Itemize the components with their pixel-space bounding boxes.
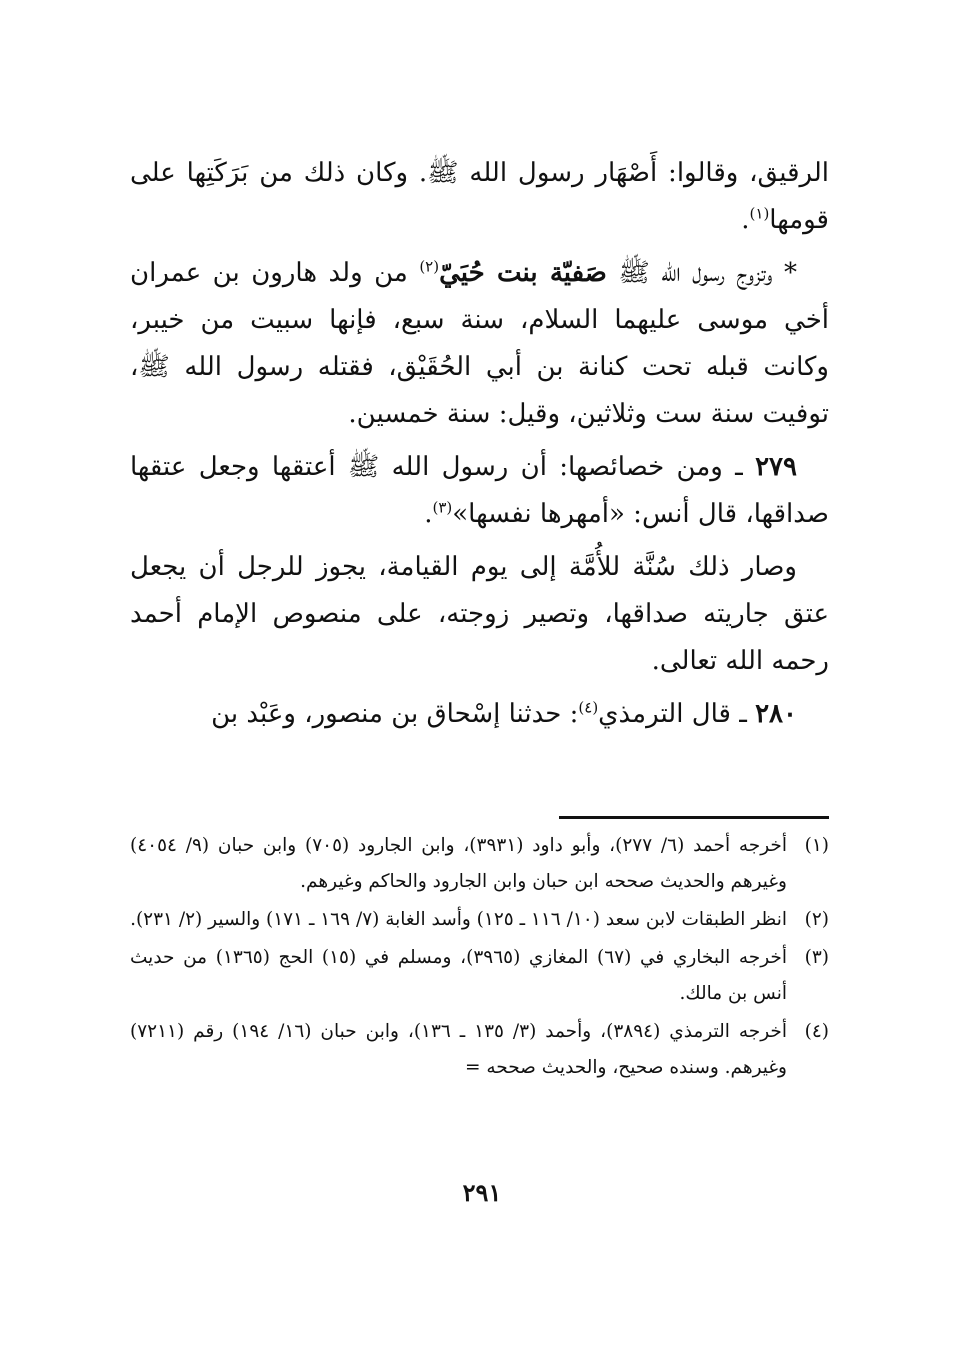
footnote-divider <box>559 816 829 819</box>
footnote-ref-2[interactable]: (٢) <box>419 257 440 276</box>
footnote-text: أخرجه أحمد (٦/ ٢٧٧)، وأبو داود (٣٩٣١)، وابن الجارود (٧٠٥) وابن حبان (٩/ ٤٠٥٤) وغيرهم والحديث صححه ابن حبان وابن الجارود والحاكم وغيرهم. <box>130 835 787 892</box>
footnote-text: انظر الطبقات لابن سعد (١٠/ ١١٦ ـ ١٢٥) وأسد الغابة (٧/ ١٦٩ ـ ١٧١) والسير (٢/ ٢٣١). <box>130 909 787 930</box>
footnote-number: (٤) <box>804 1021 829 1042</box>
paragraph-279: ٢٧٩ ـ ومن خصائصها: أن رسول الله ﷺ أعتقها وجعل عتقها صداقها، قال أنس: «أمهرها نفسها»$^{(٣)}$. <box>130 452 829 529</box>
footnote-2 <box>130 902 829 938</box>
footnote-number: (٢) <box>804 909 829 930</box>
entry-number: ٢٨٠ <box>755 699 797 729</box>
footnote-number: (٣) <box>804 947 829 968</box>
footnote-ref-3[interactable]: (٣) <box>432 498 453 517</box>
footnote-text: أخرجه الترمذي (٣٨٩٤)، وأحمد (٣/ ١٣٥ ـ ١٣٦)، وابن حبان (١٦/ ١٩٤) رقم (٧٢١١) وغيرهم. وسنده صحيح، والحديث صححه = <box>130 1021 787 1078</box>
footnote-text: أخرجه البخاري في (٦٧) المغازي (٣٩٦٥)، ومسلم في (١٥) الحج (١٣٦٥) من حديث أنس بن مالك. <box>130 947 787 1004</box>
footnote-4 <box>130 1014 829 1086</box>
paragraph-280: ٢٨٠ ـ قال الترمذي$^{(٤)}$: حدثنا إسْحاق بن منصور، وعَبْد بن <box>211 698 797 729</box>
footnote-3 <box>130 940 829 1012</box>
footnote-number: (١) <box>804 835 829 856</box>
paragraph-1: الرقيق، وقالوا: أَصْهَار رسول الله ﷺ. وكان ذلك من بَرَكَتِها على قومها$^{(١)}$. <box>130 158 829 235</box>
page-number: ٢٩١ <box>462 1178 502 1207</box>
footnote-ref-1[interactable]: (١) <box>749 204 770 223</box>
footnote-ref-4[interactable]: (٤) <box>578 698 599 717</box>
person-name: صَفيّة بنت حُيَيّ <box>439 258 607 288</box>
footnote-1 <box>130 828 829 900</box>
entry-number: ٢٧٩ <box>755 452 797 482</box>
main-text <box>130 150 829 744</box>
footnotes <box>130 828 829 1088</box>
paragraph-4: وصار ذلك سُنَّة للأُمَّة إلى يوم القيامة، يجوز للرجل أن يجعل عتق جاريته صداقها، وتصير زوجته، على منصوص الإمام أحمد رحمه الله تعالى. <box>130 552 829 676</box>
paragraph-2: * وتزوج رسول الله ﷺ صَفيّة بنت حُيَيّ$^{(٢)}$ من ولد هارون بن عمران أخي موسى عليهما السلام، سنة سبع، فإنها سبيت من خيبر، وكانت قبله تحت كنانة بن أبي الحُقَيْق، فقتله رسول الله ﷺ، توفيت سنة ست وثلاثين، وقيل: سنة خمسين. <box>130 257 829 429</box>
